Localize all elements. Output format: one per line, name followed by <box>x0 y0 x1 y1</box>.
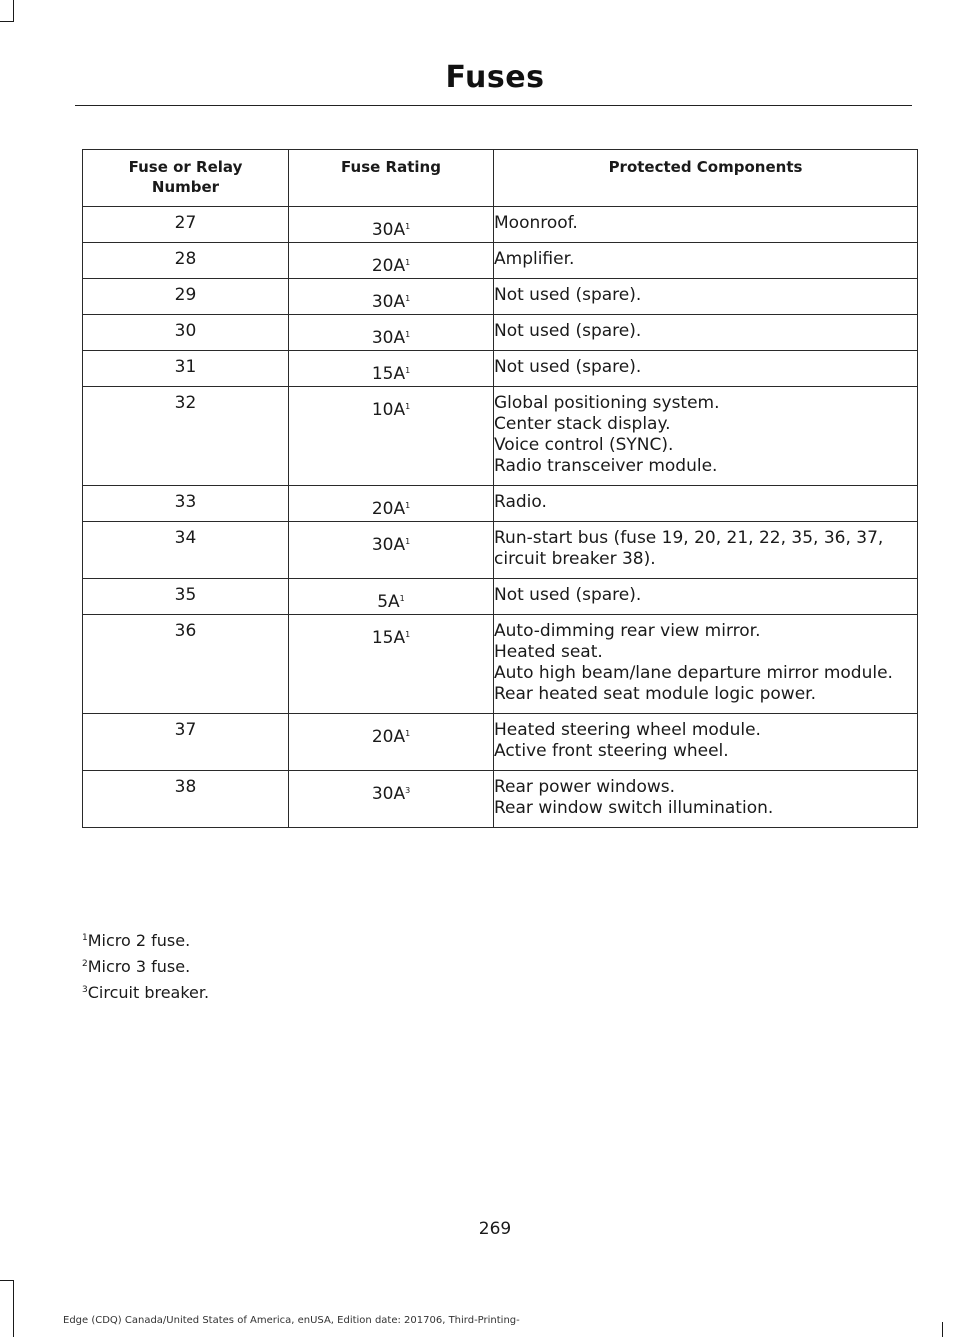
table-row <box>83 771 918 828</box>
fuse-rating-cell <box>289 486 494 522</box>
protected-components <box>494 486 918 522</box>
fuse-rating <box>372 256 410 276</box>
footnote-text: Micro 2 fuse. <box>87 931 191 950</box>
table-row <box>83 351 918 387</box>
table-row <box>83 579 918 615</box>
table-row <box>83 522 918 579</box>
table-row <box>83 243 918 279</box>
page-title: Fuses <box>445 60 545 95</box>
fuse-rating-cell <box>289 207 494 243</box>
fuse-rating <box>372 400 410 420</box>
fuse-rating-cell <box>289 351 494 387</box>
fuse-rating <box>372 499 410 519</box>
fuse-rating-cell <box>289 279 494 315</box>
component-item: Heated seat. <box>494 642 603 662</box>
protected-components <box>494 243 918 279</box>
fuse-rating <box>372 220 410 240</box>
fuse-rating <box>372 364 410 384</box>
footnote-marker: 1 <box>405 630 411 639</box>
fuse-table <box>82 149 918 828</box>
component-item: Radio transceiver module. <box>494 456 718 476</box>
fuse-number: 33 <box>83 486 289 522</box>
table-row <box>83 279 918 315</box>
fuse-number: 27 <box>83 207 289 243</box>
component-item: Run-start bus (fuse 19, 20, 21, 22, 35, 36, 37, circuit breaker 38). <box>494 528 884 569</box>
fuse-rating-cell <box>289 615 494 714</box>
protected-components <box>494 279 918 315</box>
table-row <box>83 315 918 351</box>
fuse-rating-cell <box>289 579 494 615</box>
footnote <box>82 954 209 980</box>
footnote-marker: 1 <box>405 258 411 267</box>
fuse-number: 31 <box>83 351 289 387</box>
footnote-marker: 1 <box>399 594 405 603</box>
fuse-rating-value: 15A <box>371 628 406 648</box>
footnote-mark: 2 <box>82 959 88 969</box>
protected-components <box>494 207 918 243</box>
fuse-rating-value: 30A <box>371 292 406 312</box>
footnote-marker: 1 <box>405 402 411 411</box>
protected-components <box>494 714 918 771</box>
component-item: Auto high beam/lane departure mirror module. <box>494 663 893 683</box>
footnote-marker: 3 <box>405 786 411 795</box>
component-item: Active front steering wheel. <box>494 741 729 761</box>
fuse-rating-cell <box>289 387 494 486</box>
component-item: Rear heated seat module logic power. <box>494 684 816 704</box>
fuse-rating <box>372 784 410 804</box>
protected-components <box>494 771 918 828</box>
table-row <box>83 714 918 771</box>
fuse-rating <box>372 292 410 312</box>
table-row <box>83 207 918 243</box>
footnote-mark: 3 <box>82 985 88 995</box>
fuse-rating-value: 30A <box>371 535 406 555</box>
crop-mark-top-left-h <box>0 21 14 22</box>
component-item: Auto-dimming rear view mirror. <box>494 621 761 641</box>
component-item: Not used (spare). <box>494 285 642 305</box>
component-item: Amplifier. <box>494 249 575 269</box>
fuse-rating-cell <box>289 771 494 828</box>
crop-mark-bottom-left <box>13 1280 14 1337</box>
component-item: Heated steering wheel module. <box>494 720 761 740</box>
footnote-text: Micro 3 fuse. <box>87 957 191 976</box>
fuse-rating <box>372 727 410 747</box>
fuse-rating-cell <box>289 243 494 279</box>
fuse-rating-value: 10A <box>371 400 406 420</box>
crop-mark-bottom-right <box>942 1322 943 1337</box>
footnote <box>82 928 209 954</box>
column-header-rating: Fuse Rating <box>289 150 494 207</box>
fuse-rating-value: 15A <box>371 364 406 384</box>
component-item: Rear power windows. <box>494 777 676 797</box>
table-header-row <box>83 150 918 207</box>
column-header-components: Protected Components <box>494 150 918 207</box>
fuse-rating-cell <box>289 522 494 579</box>
component-item: Not used (spare). <box>494 585 642 605</box>
fuse-number: 35 <box>83 579 289 615</box>
crop-mark-top-left <box>13 0 14 22</box>
table-row <box>83 615 918 714</box>
footnote-marker: 1 <box>405 222 411 231</box>
fuse-rating <box>377 592 405 612</box>
fuse-rating-value: 5A <box>377 592 400 612</box>
component-item: Not used (spare). <box>494 357 642 377</box>
footnote-marker: 1 <box>405 330 411 339</box>
protected-components <box>494 522 918 579</box>
fuse-rating <box>372 535 410 555</box>
footnote-marker: 1 <box>405 729 411 738</box>
fuse-rating <box>372 328 410 348</box>
component-item: Radio. <box>494 492 547 512</box>
fuse-rating-value: 20A <box>371 499 406 519</box>
fuse-rating-cell <box>289 315 494 351</box>
component-item: Moonroof. <box>494 213 578 233</box>
protected-components <box>494 315 918 351</box>
page-number: 269 <box>478 1219 512 1239</box>
component-item: Not used (spare). <box>494 321 642 341</box>
crop-mark-bottom-left-h <box>0 1280 14 1281</box>
footnote-mark: 1 <box>82 933 88 943</box>
fuse-rating-value: 30A <box>371 784 406 804</box>
protected-components <box>494 615 918 714</box>
protected-components <box>494 579 918 615</box>
fuse-number: 36 <box>83 615 289 714</box>
fuse-rating-value: 30A <box>371 328 406 348</box>
fuse-rating-value: 20A <box>371 256 406 276</box>
footnote-marker: 1 <box>405 294 411 303</box>
table-body <box>83 207 918 828</box>
fuse-rating <box>372 628 410 648</box>
fuse-rating-value: 20A <box>371 727 406 747</box>
edition-line: Edge (CDQ) Canada/United States of America, enUSA, Edition date: 201706, Third-Printing- <box>63 1315 520 1326</box>
fuse-number: 28 <box>83 243 289 279</box>
component-item: Center stack display. <box>494 414 671 434</box>
title-divider <box>75 105 912 106</box>
fuse-number: 30 <box>83 315 289 351</box>
footnotes <box>82 928 209 1006</box>
footnote-marker: 1 <box>405 537 411 546</box>
footnote-marker: 1 <box>405 501 411 510</box>
fuse-number: 32 <box>83 387 289 486</box>
footnote-marker: 1 <box>405 366 411 375</box>
protected-components <box>494 387 918 486</box>
fuse-number: 38 <box>83 771 289 828</box>
component-item: Voice control (SYNC). <box>494 435 674 455</box>
protected-components <box>494 351 918 387</box>
footnote <box>82 980 209 1006</box>
fuse-number: 37 <box>83 714 289 771</box>
footnote-text: Circuit breaker. <box>87 983 210 1002</box>
table-row <box>83 486 918 522</box>
fuse-number: 34 <box>83 522 289 579</box>
component-item: Global positioning system. <box>494 393 720 413</box>
fuse-number: 29 <box>83 279 289 315</box>
fuse-rating-cell <box>289 714 494 771</box>
table-row <box>83 387 918 486</box>
component-item: Rear window switch illumination. <box>494 798 774 818</box>
column-header-number: Fuse or Relay Number <box>83 150 289 207</box>
fuse-rating-value: 30A <box>371 220 406 240</box>
